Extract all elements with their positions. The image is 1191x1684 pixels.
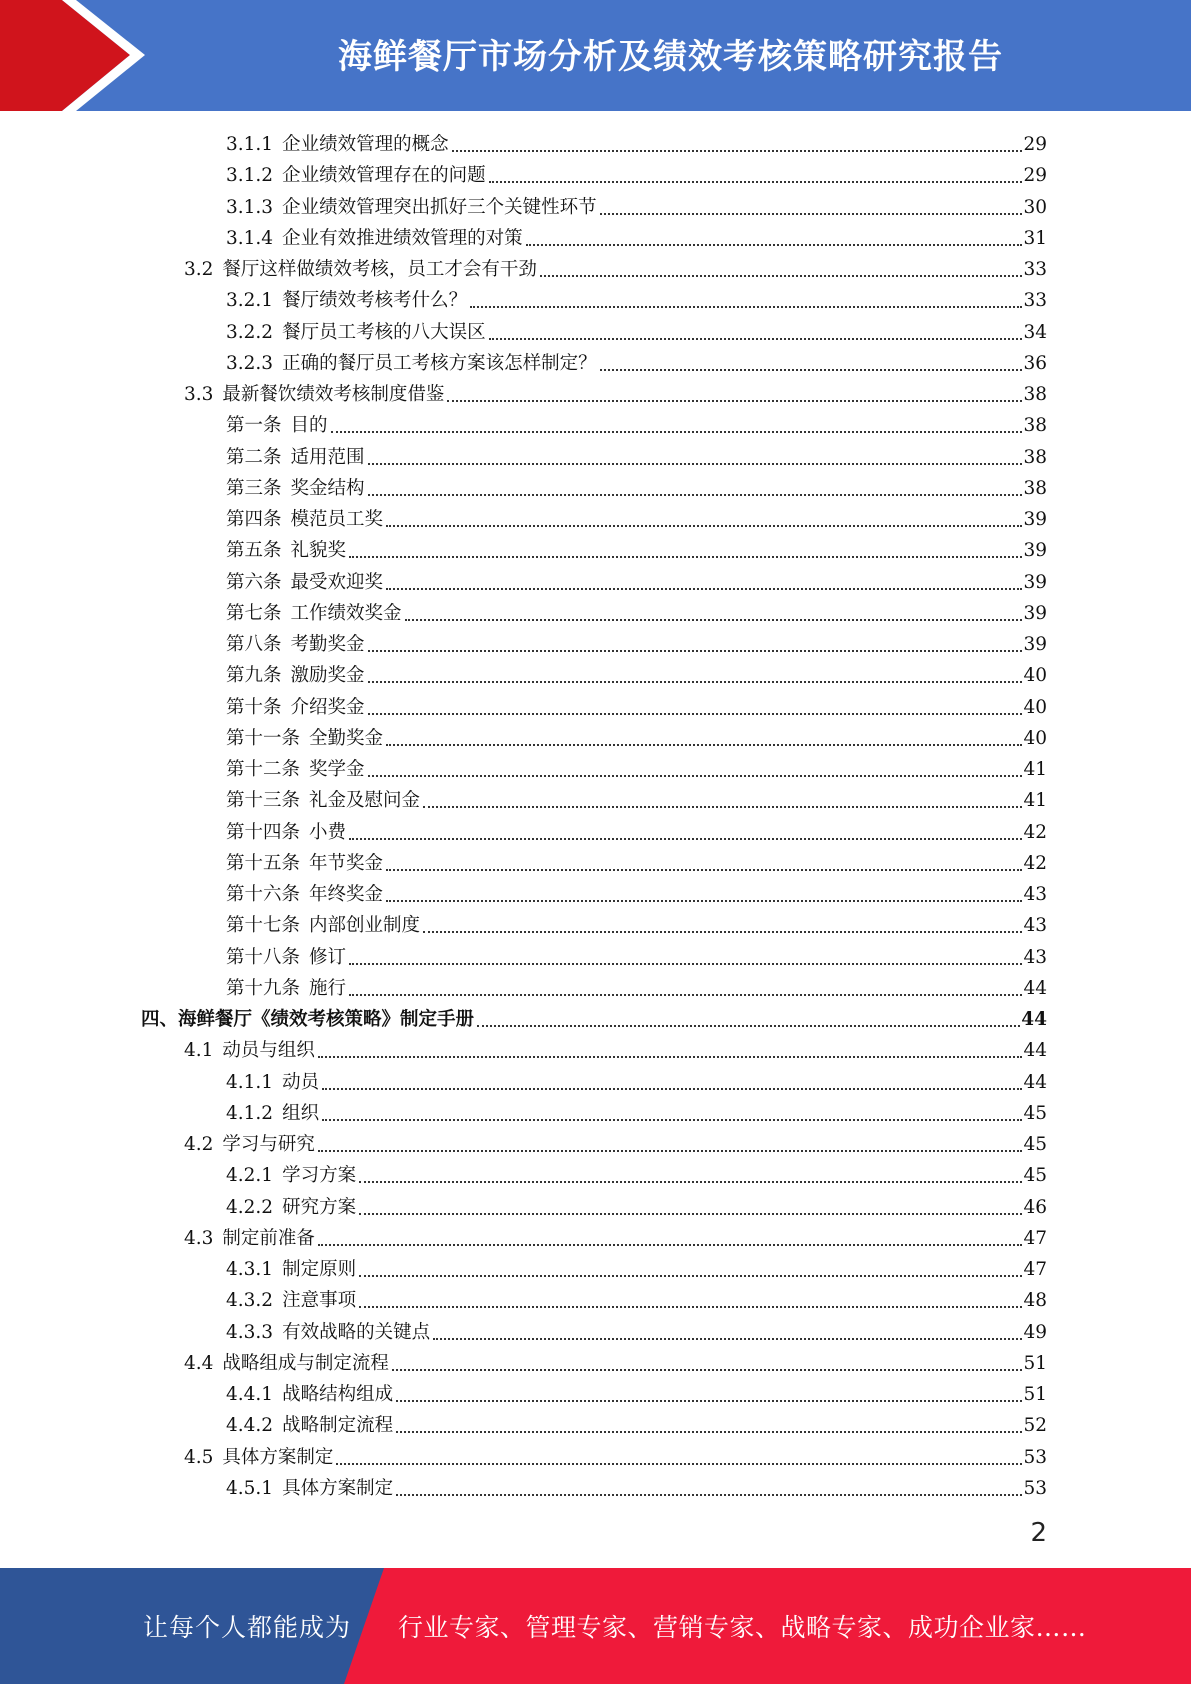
toc-entry-number: 3.2.3 (226, 352, 274, 374)
toc-entry[interactable] (226, 1190, 1047, 1221)
toc-entry-page: 38 (1023, 384, 1047, 405)
toc-entry-title: 介绍奖金 (290, 696, 365, 718)
toc-entry-title: 餐厅这样做绩效考核，员工才会有干劲 (222, 259, 537, 280)
page-footer (0, 1568, 1191, 1684)
toc-entry-title: 企业绩效管理的概念 (282, 134, 449, 155)
toc-entry[interactable] (226, 783, 1047, 814)
toc-entry[interactable] (226, 283, 1047, 314)
toc-entry[interactable] (226, 908, 1047, 939)
toc-entry-title: 战略制定流程 (282, 1415, 394, 1437)
toc-entry-page: 43 (1023, 946, 1047, 968)
toc-entry-title: 激励奖金 (290, 665, 365, 687)
toc-entry[interactable] (226, 596, 1047, 627)
toc-entry[interactable] (226, 1252, 1047, 1283)
toc-entry-page: 38 (1023, 415, 1047, 437)
toc-entry-title: 工作绩效奖金 (290, 602, 402, 624)
toc-dot-leader (318, 1056, 1023, 1058)
toc-entry[interactable] (226, 815, 1047, 846)
toc-dot-leader (368, 681, 1023, 683)
toc-entry-page: 40 (1023, 696, 1047, 718)
toc-entry-title: 动员与组织 (222, 1040, 315, 1062)
toc-entry-number: 4.2.1 (226, 1165, 274, 1187)
toc-dot-leader (423, 806, 1022, 808)
toc-entry-title: 全勤奖金 (309, 727, 384, 749)
toc-entry-number: 3.1.2 (226, 165, 274, 187)
toc-entry-number: 4.3.2 (226, 1290, 274, 1312)
toc-entry-number: 4.2.2 (226, 1196, 274, 1218)
toc-dot-leader (349, 994, 1022, 996)
toc-entry[interactable] (226, 408, 1047, 439)
toc-entry-number: 4.5 (184, 1446, 214, 1468)
toc-entry[interactable] (226, 752, 1047, 783)
toc-dot-leader (600, 369, 1023, 371)
toc-dot-leader (359, 1181, 1022, 1183)
toc-entry-number: 3.2.2 (226, 321, 274, 343)
toc-entry-number: 4.4.2 (226, 1415, 274, 1437)
toc-entry-title: 四、海鲜餐厅《绩效考核策略》制定手册 (141, 1009, 475, 1030)
toc-entry-title: 正确的餐厅员工考核方案该怎样制定？ (282, 352, 597, 374)
toc-entry-page: 43 (1023, 884, 1047, 905)
page-header (0, 0, 1191, 111)
toc-entry-title: 奖金结构 (290, 477, 365, 499)
toc-entry-number: 第十九条 (226, 977, 301, 999)
footer-slogan-right: 行业专家、管理专家、营销专家、战略专家、成功企业家…… (398, 1613, 1087, 1642)
toc-entry-title: 学习与研究 (222, 1134, 315, 1155)
toc-entry-page: 38 (1023, 477, 1047, 499)
toc-entry-page: 52 (1023, 1415, 1047, 1437)
toc-entry-title: 动员 (282, 1071, 320, 1093)
toc-dot-leader (396, 1431, 1022, 1433)
toc-dot-leader (489, 181, 1023, 183)
toc-entry-number: 第八条 (226, 634, 282, 655)
toc-entry[interactable] (226, 127, 1047, 158)
toc-entry-number: 4.1.2 (226, 1102, 274, 1124)
toc-dot-leader (540, 275, 1023, 277)
toc-entry-page: 31 (1023, 227, 1047, 249)
toc-entry-page: 47 (1023, 1227, 1047, 1249)
toc-entry[interactable] (226, 877, 1047, 908)
toc-entry[interactable] (184, 377, 1047, 408)
toc-entry-page: 45 (1023, 1165, 1047, 1187)
toc-entry-title: 制定前准备 (222, 1227, 315, 1249)
toc-dot-leader (470, 306, 1022, 308)
toc-entry-page: 42 (1023, 821, 1047, 843)
toc-entry-page: 42 (1023, 852, 1047, 874)
toc-entry[interactable] (226, 1377, 1047, 1408)
toc-entry-number: 4.3 (184, 1227, 214, 1249)
toc-entry-title: 学习方案 (282, 1165, 357, 1187)
toc-entry-title: 最新餐饮绩效考核制度借鉴 (222, 384, 445, 405)
toc-entry[interactable] (226, 1471, 1047, 1502)
toc-entry[interactable] (184, 1346, 1047, 1377)
toc-entry-title: 内部创业制度 (309, 915, 421, 937)
toc-entry-number: 3.1.4 (226, 227, 274, 249)
toc-entry-page: 39 (1023, 634, 1047, 655)
toc-entry[interactable] (226, 1096, 1047, 1127)
toc-entry[interactable] (226, 1315, 1047, 1346)
toc-entry-page: 39 (1023, 540, 1047, 562)
toc-entry-number: 3.2.1 (226, 290, 274, 312)
toc-entry-page: 49 (1023, 1321, 1047, 1343)
toc-dot-leader (526, 244, 1023, 246)
toc-entry-number: 4.3.3 (226, 1321, 274, 1343)
toc-entry-number: 4.1 (184, 1040, 214, 1062)
toc-entry-number: 第七条 (226, 602, 282, 624)
toc-entry-page: 46 (1023, 1196, 1047, 1218)
toc-entry-title: 企业绩效管理突出抓好三个关键性环节 (282, 196, 597, 218)
toc-entry-number: 4.1.1 (226, 1071, 274, 1093)
toc-entry-title: 修订 (309, 946, 347, 968)
toc-entry-page: 53 (1023, 1446, 1047, 1468)
toc-dot-leader (359, 1275, 1022, 1277)
toc-entry[interactable] (226, 1408, 1047, 1439)
toc-entry-number: 第十八条 (226, 946, 301, 968)
toc-dot-leader (322, 1088, 1022, 1090)
toc-entry-number: 第十一条 (226, 727, 301, 749)
toc-dot-leader (405, 619, 1023, 621)
header-arrow-decoration (0, 0, 160, 111)
toc-entry-number: 第十六条 (226, 884, 301, 905)
toc-entry-number: 3.1.3 (226, 196, 274, 218)
toc-entry[interactable] (226, 502, 1047, 533)
toc-entry-page: 33 (1023, 259, 1047, 280)
toc-entry[interactable] (226, 940, 1047, 971)
toc-entry-title: 战略组成与制定流程 (222, 1352, 389, 1374)
toc-entry-title: 施行 (309, 977, 347, 999)
toc-entry-number: 第一条 (226, 415, 282, 437)
toc-entry-title: 企业绩效管理存在的问题 (282, 165, 486, 187)
toc-entry[interactable] (226, 721, 1047, 752)
toc-dot-leader (318, 1150, 1023, 1152)
toc-entry-page: 43 (1023, 915, 1047, 937)
toc-entry-page: 40 (1023, 665, 1047, 687)
toc-entry[interactable] (226, 627, 1047, 658)
toc-dot-leader (396, 1400, 1022, 1402)
toc-entry-title: 有效战略的关键点 (282, 1321, 431, 1343)
toc-entry[interactable] (226, 158, 1047, 189)
document-title: 海鲜餐厅市场分析及绩效考核策略研究报告 (338, 36, 1003, 77)
toc-entry[interactable] (141, 1002, 1047, 1033)
toc-entry-number: 4.3.1 (226, 1259, 274, 1280)
toc-entry-title: 礼金及慰问金 (309, 790, 421, 812)
toc-entry[interactable] (226, 1283, 1047, 1314)
toc-dot-leader (452, 150, 1023, 152)
toc-entry-title: 模范员工奖 (290, 509, 384, 530)
page-number: 2 (1030, 1518, 1047, 1548)
toc-dot-leader (386, 744, 1022, 746)
toc-dot-leader (396, 1494, 1022, 1496)
toc-dot-leader (368, 650, 1023, 652)
toc-entry-title: 具体方案制定 (222, 1446, 334, 1468)
toc-entry[interactable] (184, 1127, 1047, 1158)
footer-slogan-left: 让每个人都能成为 (143, 1613, 352, 1642)
toc-entry-page: 41 (1023, 790, 1047, 812)
toc-entry-page: 44 (1023, 977, 1047, 999)
toc-dot-leader (386, 588, 1022, 590)
toc-entry[interactable] (226, 658, 1047, 689)
toc-entry-title: 年节奖金 (309, 852, 384, 874)
toc-entry-number: 第三条 (226, 477, 282, 499)
toc-entry-number: 第二条 (226, 446, 282, 468)
toc-entry-number: 4.2 (184, 1134, 214, 1155)
toc-entry-title: 礼貌奖 (290, 540, 347, 562)
toc-entry-page: 44 (1023, 1040, 1047, 1062)
toc-entry[interactable] (184, 1221, 1047, 1252)
toc-dot-leader (331, 431, 1023, 433)
toc-entry[interactable] (226, 471, 1047, 502)
toc-entry-title: 奖学金 (309, 759, 365, 780)
toc-entry[interactable] (226, 690, 1047, 721)
toc-entry-number: 第十七条 (226, 915, 301, 937)
toc-entry-number: 第十条 (226, 696, 282, 718)
toc-entry-page: 39 (1023, 602, 1047, 624)
toc-entry-page: 33 (1023, 290, 1047, 312)
toc-entry-page: 48 (1023, 1290, 1047, 1312)
toc-dot-leader (368, 713, 1023, 715)
toc-entry-page: 44 (1021, 1009, 1047, 1030)
toc-dot-leader (368, 463, 1023, 465)
toc-entry-page: 29 (1023, 165, 1047, 187)
toc-entry-title: 具体方案制定 (282, 1477, 394, 1499)
toc-entry[interactable] (226, 440, 1047, 471)
toc-entry-title: 餐厅绩效考核考什么？ (282, 290, 468, 312)
toc-entry[interactable] (226, 533, 1047, 564)
toc-entry-number: 4.4.1 (226, 1384, 274, 1405)
toc-dot-leader (359, 1213, 1022, 1215)
toc-dot-leader (368, 775, 1023, 777)
toc-entry-number: 第四条 (226, 509, 282, 530)
toc-entry-title: 制定原则 (282, 1259, 357, 1280)
toc-dot-leader (322, 1119, 1022, 1121)
toc-entry-page: 36 (1023, 352, 1047, 374)
toc-entry[interactable] (226, 221, 1047, 252)
toc-entry-number: 第五条 (226, 540, 282, 562)
toc-entry[interactable] (226, 1065, 1047, 1096)
toc-dot-leader (349, 556, 1022, 558)
toc-entry-page: 45 (1023, 1134, 1047, 1155)
toc-entry-page: 39 (1023, 571, 1047, 593)
toc-dot-leader (349, 838, 1022, 840)
toc-entry-page: 40 (1023, 727, 1047, 749)
toc-entry[interactable] (226, 346, 1047, 377)
toc-entry[interactable] (184, 1033, 1047, 1064)
toc-entry[interactable] (226, 565, 1047, 596)
toc-entry-title: 研究方案 (282, 1196, 357, 1218)
toc-entry[interactable] (226, 190, 1047, 221)
toc-entry-page: 29 (1023, 134, 1047, 155)
toc-entry-number: 第十五条 (226, 852, 301, 874)
toc-entry-number: 第十二条 (226, 759, 301, 780)
toc-entry-page: 38 (1023, 446, 1047, 468)
toc-dot-leader (386, 900, 1022, 902)
toc-entry-page: 53 (1023, 1477, 1047, 1499)
toc-entry-page: 41 (1023, 759, 1047, 780)
toc-dot-leader (318, 1244, 1023, 1246)
toc-entry-number: 3.2 (184, 259, 214, 280)
toc-entry-page: 30 (1023, 196, 1047, 218)
toc-entry-title: 目的 (290, 415, 328, 437)
toc-entry-title: 适用范围 (290, 446, 365, 468)
toc-dot-leader (368, 494, 1023, 496)
toc-dot-leader (386, 869, 1022, 871)
toc-entry-page: 47 (1023, 1259, 1047, 1280)
toc-dot-leader (477, 1025, 1020, 1027)
toc-dot-leader (447, 400, 1022, 402)
toc-dot-leader (386, 525, 1022, 527)
toc-entry-title: 最受欢迎奖 (290, 571, 384, 593)
toc-entry-page: 45 (1023, 1102, 1047, 1124)
toc-entry-title: 考勤奖金 (290, 634, 365, 655)
toc-entry-title: 战略结构组成 (282, 1384, 394, 1405)
toc-entry[interactable] (226, 846, 1047, 877)
toc-entry-number: 第六条 (226, 571, 282, 593)
toc-dot-leader (489, 338, 1023, 340)
toc-entry-page: 51 (1023, 1352, 1047, 1374)
toc-entry[interactable] (184, 252, 1047, 283)
toc-entry-title: 年终奖金 (309, 884, 384, 905)
toc-entry-number: 4.5.1 (226, 1477, 274, 1499)
toc-entry-number: 第十三条 (226, 790, 301, 812)
toc-dot-leader (336, 1463, 1022, 1465)
toc-entry-title: 组织 (282, 1102, 320, 1124)
toc-dot-leader (600, 213, 1023, 215)
toc-dot-leader (349, 963, 1022, 965)
toc-entry-page: 34 (1023, 321, 1047, 343)
toc-entry-title: 注意事项 (282, 1290, 357, 1312)
toc-entry[interactable] (226, 1158, 1047, 1189)
toc-entry-number: 第九条 (226, 665, 282, 687)
toc-entry[interactable] (226, 315, 1047, 346)
toc-entry-title: 企业有效推进绩效管理的对策 (282, 227, 523, 249)
toc-entry-number: 3.3 (184, 384, 214, 405)
toc-entry[interactable] (184, 1440, 1047, 1471)
toc-dot-leader (423, 931, 1022, 933)
toc-entry-page: 39 (1023, 509, 1047, 530)
toc-entry-page: 44 (1023, 1071, 1047, 1093)
toc-entry-number: 4.4 (184, 1352, 214, 1374)
toc-entry-number: 第十四条 (226, 821, 301, 843)
toc-entry[interactable] (226, 971, 1047, 1002)
toc-entry-page: 51 (1023, 1384, 1047, 1405)
toc-entry-title: 小费 (309, 821, 347, 843)
toc-dot-leader (392, 1369, 1023, 1371)
toc-entry-number: 3.1.1 (226, 134, 274, 155)
toc-dot-leader (433, 1338, 1022, 1340)
toc-dot-leader (359, 1306, 1022, 1308)
toc-entry-title: 餐厅员工考核的八大误区 (282, 321, 486, 343)
